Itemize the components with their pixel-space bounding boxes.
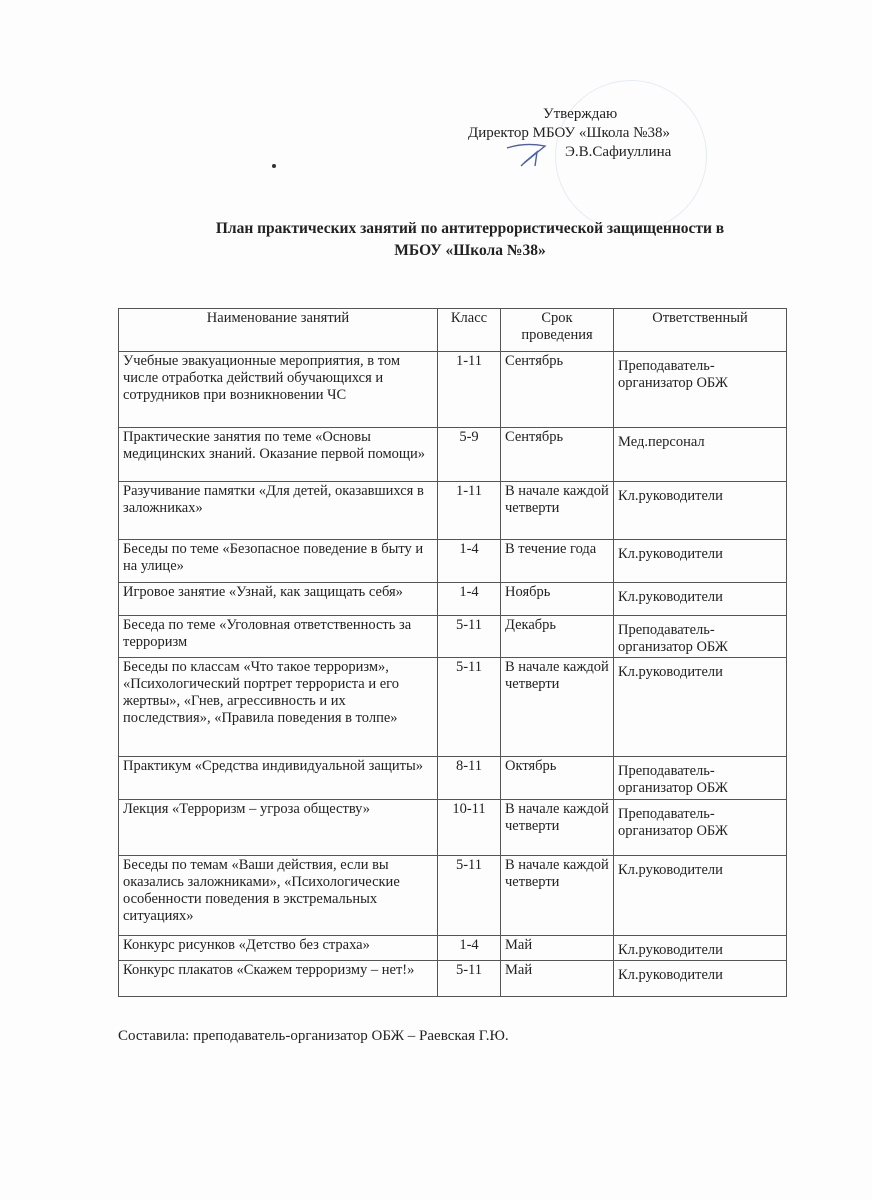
cell-period: В начале каждой четверти (501, 658, 614, 757)
cell-responsible: Кл.руководители (614, 583, 787, 616)
table-row (119, 540, 787, 583)
cell-class: 5-9 (438, 428, 501, 482)
table-row (119, 428, 787, 482)
cell-period: Октябрь (501, 757, 614, 800)
header-name: Наименование занятий (119, 309, 438, 352)
cell-name: Разучивание памятки «Для детей, оказавшихся в заложниках» (119, 482, 438, 540)
cell-responsible: Преподаватель-организатор ОБЖ (614, 616, 787, 658)
cell-name: Практикум «Средства индивидуальной защиты» (119, 757, 438, 800)
cell-name: Беседы по темам «Ваши действия, если вы оказались заложниками», «Психологические особенности поведения в экстремальных ситуациях» (119, 856, 438, 936)
cell-responsible: Кл.руководители (614, 482, 787, 540)
cell-class: 1-11 (438, 352, 501, 428)
cell-responsible: Мед.персонал (614, 428, 787, 482)
table-row (119, 482, 787, 540)
cell-period: Сентябрь (501, 428, 614, 482)
cell-name: Беседа по теме «Уголовная ответственность за терроризм (119, 616, 438, 658)
lessons-table (118, 308, 787, 997)
cell-name: Беседы по классам «Что такое терроризм», «Психологический портрет террориста и его жертвы», «Гнев, агрессивность и их последствия», «Правила поведения в толпе» (119, 658, 438, 757)
cell-class: 5-11 (438, 856, 501, 936)
approval-position: Директор МБОУ «Школа №38» (468, 125, 670, 141)
cell-responsible: Кл.руководители (614, 856, 787, 936)
table-header-row (119, 309, 787, 352)
cell-class: 10-11 (438, 800, 501, 856)
cell-period: Май (501, 961, 614, 997)
cell-period: Декабрь (501, 616, 614, 658)
header-responsible: Ответственный (614, 309, 787, 352)
table-row (119, 352, 787, 428)
cell-name: Конкурс рисунков «Детство без страха» (119, 936, 438, 961)
cell-responsible: Кл.руководители (614, 540, 787, 583)
table-row (119, 583, 787, 616)
cell-period: В начале каждой четверти (501, 800, 614, 856)
signature-icon (505, 140, 555, 170)
cell-class: 8-11 (438, 757, 501, 800)
cell-responsible: Преподаватель-организатор ОБЖ (614, 352, 787, 428)
cell-class: 5-11 (438, 616, 501, 658)
cell-name: Учебные эвакуационные мероприятия, в том числе отработка действий обучающихся и сотрудников при возникновении ЧС (119, 352, 438, 428)
header-period: Срок проведения (501, 309, 614, 352)
table-row (119, 616, 787, 658)
header-class: Класс (438, 309, 501, 352)
title-line-1: План практических занятий по антитеррористической защищенности в (215, 220, 725, 237)
cell-period: Ноябрь (501, 583, 614, 616)
title-line-2: МБОУ «Школа №38» (394, 242, 546, 259)
table-row (119, 800, 787, 856)
approval-block (440, 105, 740, 162)
table-row (119, 936, 787, 961)
table-row (119, 856, 787, 936)
cell-responsible: Преподаватель-организатор ОБЖ (614, 800, 787, 856)
cell-class: 5-11 (438, 658, 501, 757)
cell-name: Игровое занятие «Узнай, как защищать себя» (119, 583, 438, 616)
cell-name: Беседы по теме «Безопасное поведение в быту и на улице» (119, 540, 438, 583)
cell-responsible: Кл.руководители (614, 658, 787, 757)
approval-name: Э.В.Сафиуллина (565, 144, 672, 160)
cell-responsible: Кл.руководители (614, 936, 787, 961)
page-title (120, 218, 820, 262)
table-row (119, 757, 787, 800)
cell-period: Май (501, 936, 614, 961)
cell-class: 1-4 (438, 583, 501, 616)
cell-responsible: Преподаватель-организатор ОБЖ (614, 757, 787, 800)
cell-period: В течение года (501, 540, 614, 583)
cell-class: 5-11 (438, 961, 501, 997)
table-row (119, 961, 787, 997)
cell-name: Конкурс плакатов «Скажем терроризму – нет!» (119, 961, 438, 997)
cell-class: 1-11 (438, 482, 501, 540)
approval-label: Утверждаю (543, 106, 618, 122)
scan-speck (272, 164, 276, 168)
cell-period: Сентябрь (501, 352, 614, 428)
compiled-by: Составила: преподаватель-организатор ОБЖ – Раевская Г.Ю. (118, 1028, 509, 1044)
cell-period: В начале каждой четверти (501, 482, 614, 540)
cell-name: Лекция «Терроризм – угроза обществу» (119, 800, 438, 856)
table-row (119, 658, 787, 757)
cell-period: В начале каждой четверти (501, 856, 614, 936)
cell-class: 1-4 (438, 540, 501, 583)
cell-responsible: Кл.руководители (614, 961, 787, 997)
cell-name: Практические занятия по теме «Основы медицинских знаний. Оказание первой помощи» (119, 428, 438, 482)
cell-class: 1-4 (438, 936, 501, 961)
